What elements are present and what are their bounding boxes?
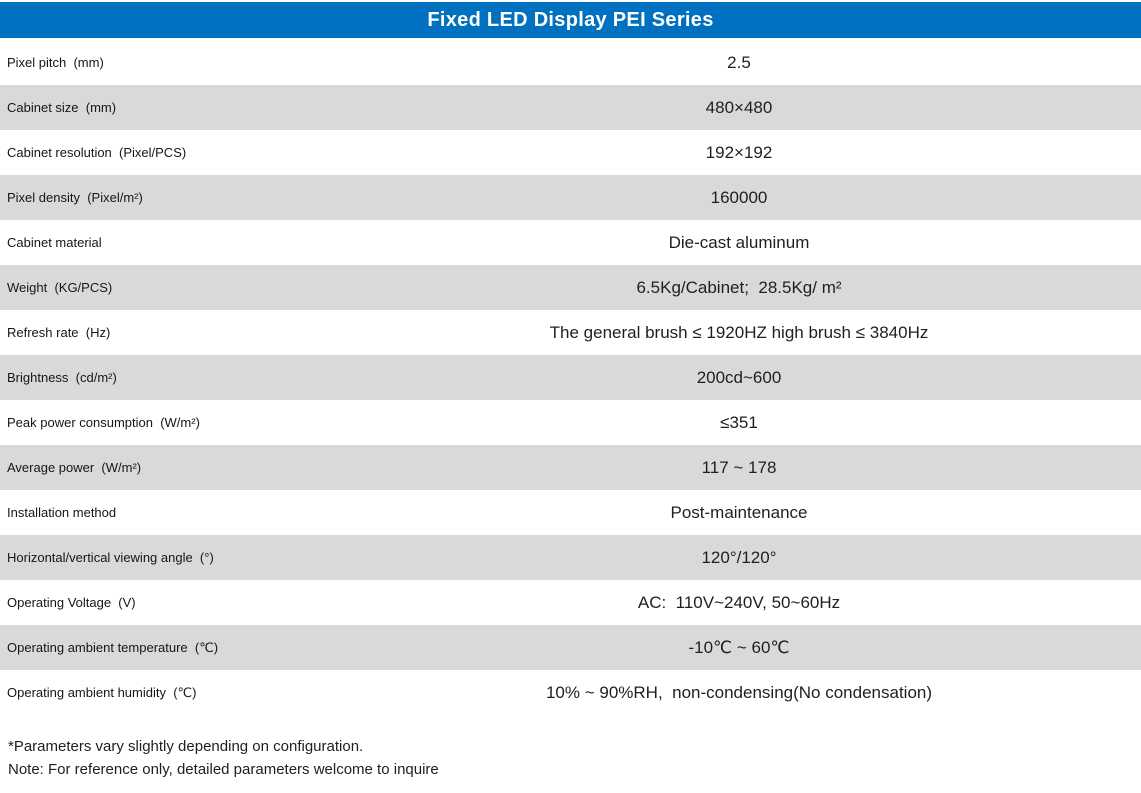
footer-note-reference: Note: For reference only, detailed parameters welcome to inquire bbox=[8, 761, 439, 778]
row-value: 160000 bbox=[710, 187, 768, 207]
table-row-refresh-rate bbox=[0, 310, 1141, 355]
table-row-operating-voltage bbox=[0, 580, 1141, 625]
table-row-brightness bbox=[0, 355, 1141, 400]
row-value: 6.5Kg/Cabinet; 28.5Kg/ m² bbox=[636, 277, 842, 297]
row-value: 2.5 bbox=[727, 52, 751, 72]
row-value: 200cd~600 bbox=[696, 367, 782, 387]
row-label: Operating ambient temperature (℃) bbox=[7, 639, 219, 655]
table-row-cabinet-resolution bbox=[0, 130, 1141, 175]
table-row-ambient-temperature bbox=[0, 625, 1141, 670]
row-value: 120°/120° bbox=[701, 547, 777, 567]
row-value: AC: 110V~240V, 50~60Hz bbox=[637, 592, 841, 612]
row-label: Horizontal/vertical viewing angle (°) bbox=[7, 550, 214, 565]
row-value: 480×480 bbox=[705, 97, 773, 117]
table-row-installation-method bbox=[0, 490, 1141, 535]
table-row-peak-power bbox=[0, 400, 1141, 445]
row-value: 117 ~ 178 bbox=[701, 457, 777, 477]
table-row-average-power bbox=[0, 445, 1141, 490]
row-label: Cabinet resolution (Pixel/PCS) bbox=[7, 145, 187, 160]
row-value: 10% ~ 90%RH, non-condensing(No condensation) bbox=[545, 682, 933, 702]
row-label: Operating ambient humidity (℃) bbox=[7, 684, 197, 700]
row-label: Average power (W/m²) bbox=[7, 460, 142, 475]
table-row-pixel-density bbox=[0, 175, 1141, 220]
row-value: Die-cast aluminum bbox=[668, 232, 810, 252]
page-title: Fixed LED Display PEI Series bbox=[427, 8, 714, 31]
row-label: Cabinet material bbox=[7, 235, 102, 250]
spec-table bbox=[0, 40, 1141, 715]
table-row-weight bbox=[0, 265, 1141, 310]
row-value: 192×192 bbox=[705, 142, 773, 162]
table-header-bar bbox=[0, 2, 1141, 38]
table-row-pixel-pitch bbox=[0, 40, 1141, 85]
row-value: Post-maintenance bbox=[670, 502, 808, 522]
row-value: -10℃ ~ 60℃ bbox=[688, 637, 790, 657]
footer-notes bbox=[0, 715, 1141, 781]
footer-note-parameters: *Parameters vary slightly depending on configuration. bbox=[8, 738, 364, 755]
row-label: Peak power consumption (W/m²) bbox=[7, 415, 200, 430]
table-row-ambient-humidity bbox=[0, 670, 1141, 715]
row-label: Pixel pitch (mm) bbox=[7, 55, 104, 70]
table-row-cabinet-size bbox=[0, 85, 1141, 130]
row-label: Operating Voltage (V) bbox=[7, 595, 136, 610]
row-label: Brightness (cd/m²) bbox=[7, 370, 117, 385]
table-row-viewing-angle bbox=[0, 535, 1141, 580]
row-label: Weight (KG/PCS) bbox=[7, 280, 113, 295]
row-label: Cabinet size (mm) bbox=[7, 100, 117, 115]
row-label: Refresh rate (Hz) bbox=[7, 325, 111, 340]
table-row-cabinet-material bbox=[0, 220, 1141, 265]
row-value: The general brush ≤ 1920HZ high brush ≤ 3840Hz bbox=[549, 322, 929, 342]
row-value: ≤351 bbox=[720, 412, 758, 432]
row-label: Pixel density (Pixel/m²) bbox=[7, 190, 143, 205]
row-label: Installation method bbox=[7, 505, 117, 520]
